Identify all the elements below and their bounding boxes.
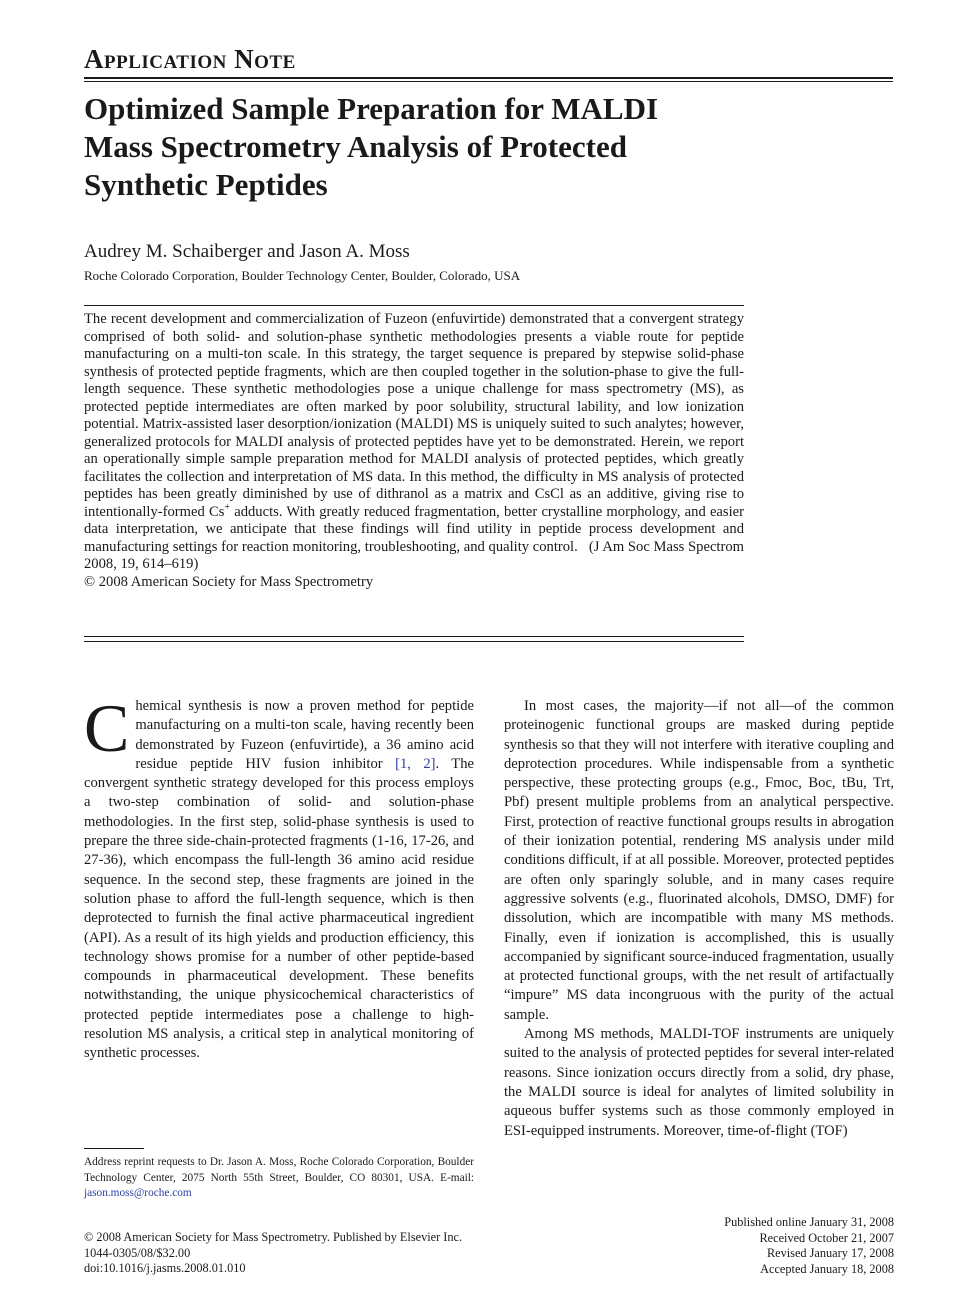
section-label: Application Note [84, 44, 296, 74]
abstract-rule-bottom-2 [84, 641, 744, 642]
article-title [84, 90, 784, 204]
publication-info [84, 1230, 462, 1277]
revised-date: Revised January 17, 2008 [766, 1246, 894, 1261]
body-paragraph-1: In most cases, the majority—if not all—of the common proteinogenic functional groups are masked during peptide synthesis so that they will not interfere with iterative coupling and deprotection procedures. While indispensable from a synthetic perspective, these protecting groups (e.g., Fmoc, Boc, tBu, Trt, Pbf) present multiple problems from an analytical perspective. First, protection of reactive functional groups results in abrogation of their ionization potential, rendering MS analysis under mild conditions difficult, if at all possible. Moreover, protected peptides are often only sparingly soluble, and in many cases require aggressive solvents (e.g., fluorinated alcohols, DMSO, DMF) for dissolution, which are incompatible with many MS methods. Finally, even if ionization is accomplished, this is usually accompanied by significant source-induced fragmentation, usually at protected functional groups, with the net result of artifactually “impure” MS data incongruous with the purity of the actual sample. [504, 698, 894, 1023]
body-column-left [84, 690, 474, 1064]
footnote-rule [84, 1148, 144, 1149]
issn-line: 1044-0305/08/$32.00 [84, 1245, 191, 1260]
footnote [84, 1155, 474, 1202]
authors: Audrey M. Schaiberger and Jason A. Moss [84, 241, 410, 262]
abstract-rule-top [84, 305, 744, 306]
abstract-rule-bottom-1 [84, 636, 744, 637]
accepted-date: Accepted January 18, 2008 [760, 1262, 894, 1277]
paragraph-text: hemical synthesis is now a proven method for peptide manufacturing on a multi-ton scale, having recently been demonstrated by Fuzeon (enfuvirtide), a 36 amino acid residue peptide HIV fusion inhibitor [135, 698, 474, 772]
reference-link[interactable]: [1, 2] [395, 755, 436, 772]
doi-line: doi:10.1016/j.jasms.2008.01.010 [84, 1261, 246, 1276]
paragraph-text-cont: . The convergent synthetic strategy developed for this process employs a two-step combination of solid- and solution-phase methodologies. In the first step, solid-phase synthesis is used to prepare the three side-chain-protected fragments (1-16, 17-26, and 27-36), which encompass the full-length 36 amino acid residue sequence. In the second step, these fragments are joined in the solution phase to afford the full-length sequence, which is then deprotected to furnish the final active pharmaceutical ingredient (API). As a result of its high yields and production efficiency, this technology shows promise for a number of other peptide-based compounds in pharmaceutical development. These benefits notwithstanding, the unique physicochemical characteristics of protected peptide intermediates pose a challenge to high-resolution MS analysis, a critical step in analytical monitoring of synthetic processes. [84, 755, 474, 1062]
abstract-copyright: © 2008 American Society for Mass Spectrometry [84, 573, 374, 590]
header-rule-thick [84, 77, 893, 79]
published-online-date: Published online January 31, 2008 [724, 1215, 894, 1229]
header-rule-thin [84, 81, 893, 82]
drop-cap: C [84, 690, 130, 766]
abstract-text-2: adducts. With greatly reduced fragmentation, better crystalline morphology, and easier data interpretation, we anticipate that these findings will find utility in peptide process development and manufacturing settings for reaction monitoring, troubleshooting, and quality control. [84, 503, 744, 555]
abstract [84, 311, 744, 591]
received-date: Received October 21, 2007 [759, 1230, 894, 1245]
title-line-3: Synthetic Peptides [84, 167, 328, 202]
history-dates [724, 1215, 894, 1278]
body-column-right [504, 697, 894, 1141]
email-link[interactable]: jason.moss@roche.com [84, 1187, 192, 1199]
footnote-text: Address reprint requests to Dr. Jason A. Moss, Roche Colorado Corporation, Boulder Technology Center, 2075 North 55th Street, Boulder, CO 80301, USA. E-mail: [84, 1156, 474, 1184]
affiliation: Roche Colorado Corporation, Boulder Technology Center, Boulder, Colorado, USA [84, 268, 521, 283]
abstract-text-1: The recent development and commercialization of Fuzeon (enfuvirtide) demonstrated that a convergent strategy comprised of both solid- and solution-phase synthetic methodologies presents a viable route for peptide manufacturing on a multi-ton scale. In this strategy, the target sequence is prepared by stepwise solid-phase synthesis of protected peptide fragments, which are then coupled together in the solution-phase to give the full-length sequence. These synthetic methodologies pose a unique challenge for mass spectrometry (MS), as protected peptide intermediates are often marked by poor solubility, structural lability, and low ionization potential. Matrix-assisted laser desorption/ionization (MALDI) MS is uniquely suited to such analytes; however, generalized protocols for MALDI analysis of protected peptides have yet to be demonstrated. Herein, we report an operationally simple sample preparation method for MALDI analysis of protected peptides, which greatly facilitates the collection and interpretation of MS data. In this method, the difficulty in MS analysis of protected peptides has been greatly diminished by use of dithranol as a matrix and CsCl as an additive, giving rise to intentionally-formed Cs [84, 311, 744, 520]
body-paragraph [84, 690, 474, 1064]
abstract-superscript: + [224, 501, 231, 513]
body-paragraph-2: Among MS methods, MALDI-TOF instruments are uniquely suited to the analysis of protected peptides for several inter-related reasons. Since ionization occurs directly from a solid, dry phase, the MALDI source is ideal for analytes of limited solubility in aqueous buffer systems such as those commonly employed in ESI-equipped instruments. Moreover, time-of-flight (TOF) [504, 1026, 894, 1139]
publisher-line: © 2008 American Society for Mass Spectrometry. Published by Elsevier Inc. [84, 1230, 463, 1244]
abstract-citation: (J Am Soc Mass Spectrom 2008, 19, 614–619) [84, 538, 744, 572]
title-line-2: Mass Spectrometry Analysis of Protected [84, 129, 627, 164]
title-line-1: Optimized Sample Preparation for MALDI [84, 91, 659, 126]
